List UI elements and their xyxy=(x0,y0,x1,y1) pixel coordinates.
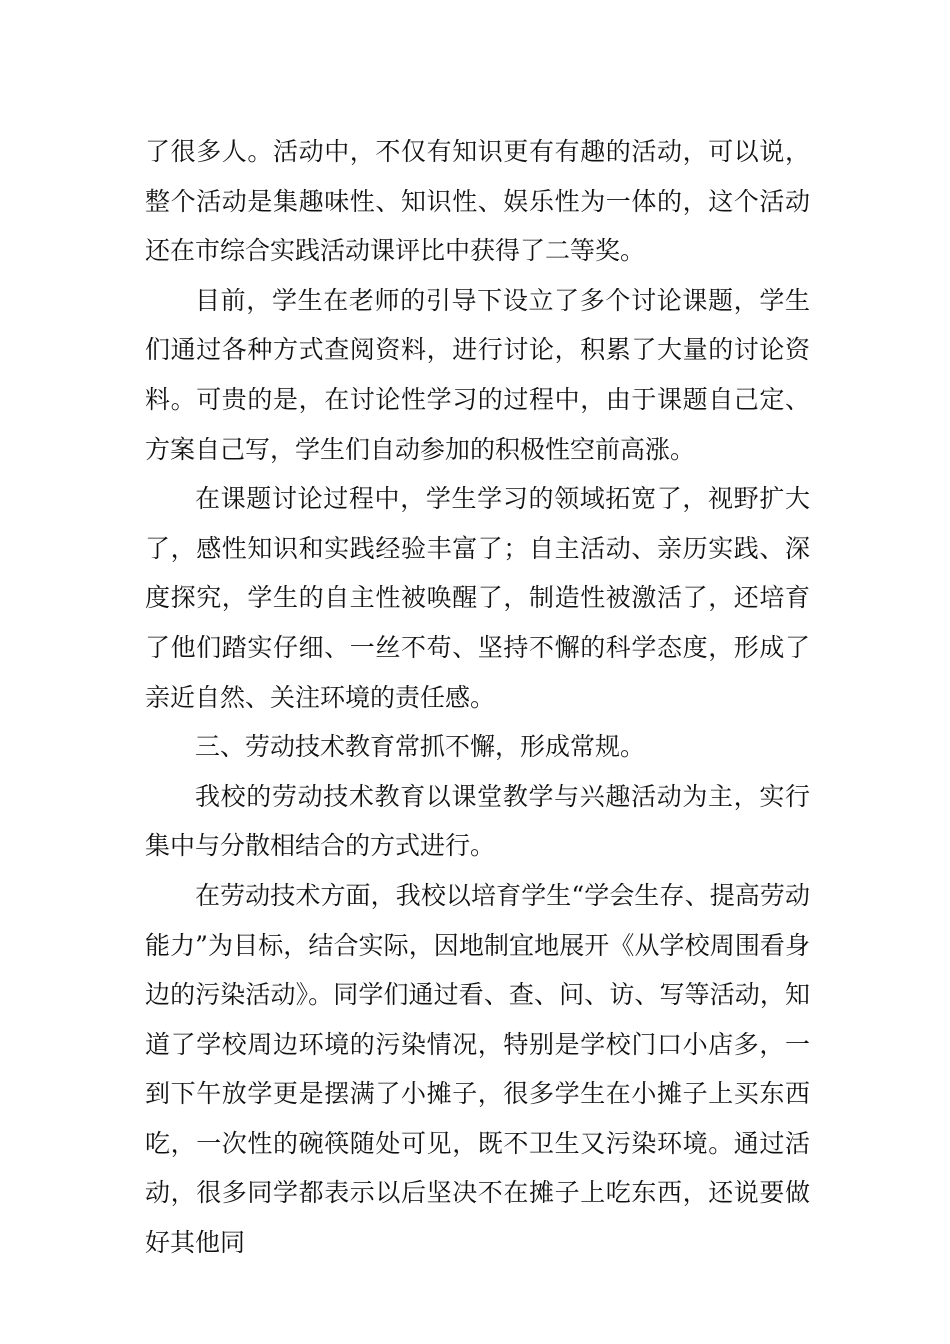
paragraph-research-topics: 目前，学生在老师的引导下设立了多个讨论课题，学生们通过各种方式查阅资料，进行讨论，积累了大量的讨论资料。可贵的是，在讨论性学习的过程中，由于课题自己定、方案自己写，学生们自动参加的积极性空前高涨。 xyxy=(145,285,810,464)
paragraph-continuation: 了很多人。活动中，不仅有知识更有有趣的活动，可以说，整个活动是集趣味性、知识性、娱乐性为一体的，这个活动还在市综合实践活动课评比中获得了二等奖。 xyxy=(145,137,810,266)
paragraph-pollution-activity: 在劳动技术方面，我校以培育学生“学会生存、提高劳动能力”为目标，结合实际，因地制宜地展开《从学校周围看身边的污染活动》。同学们通过看、查、问、访、写等活动，知道了学校周边环境的污染情况，特别是学校门口小店多，一到下午放学更是摆满了小摊子，很多学生在小摊子上买东西吃，一次性的碗筷随处可见，既不卫生又污染环境。通过活动，很多同学都表示以后坚决不在摊子上吃东西，还说要做好其他同 xyxy=(145,880,810,1258)
paragraph-labor-education-method: 我校的劳动技术教育以课堂教学与兴趣活动为主，实行集中与分散相结合的方式进行。 xyxy=(145,781,810,861)
paragraph-discussion-process: 在课题讨论过程中，学生学习的领域拓宽了，视野扩大了，感性知识和实践经验丰富了；自主活动、亲历实践、深度探究，学生的自主性被唤醒了，制造性被激活了，还培育了他们踏实仔细、一丝不苟、坚持不懈的科学态度，形成了亲近自然、关注环境的责任感。 xyxy=(145,484,810,712)
body-text xyxy=(145,127,810,1268)
section-heading-labor-education: 三、劳动技术教育常抓不懈，形成常规。 xyxy=(195,732,646,762)
